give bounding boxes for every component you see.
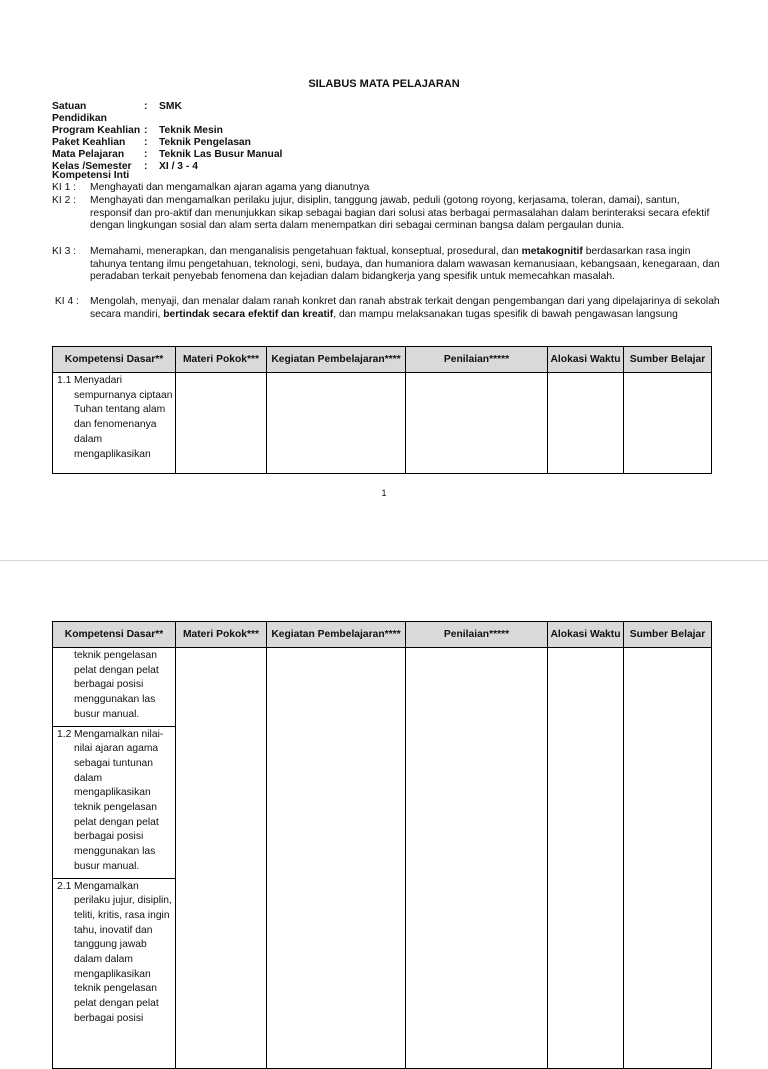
kd-text: Mengamalkan nilai-nilai ajaran agama sebagai tuntunan dalam mengaplikasikan teknik pengelasan pelat dengan pelat berbagai posisi menggunakan las busur manual.: [74, 728, 164, 872]
kegiatan-cell: [267, 373, 406, 474]
ki-text: Mengolah, menyaji, dan menalar dalam ranah konkret dan ranah abstrak terkait dengan pengembangan dari yang dipelajarinya di sekolah secara mandiri,: [90, 296, 720, 320]
kegiatan-cell: [267, 648, 406, 1069]
ki-text: berdasarkan rasa ingin tahunya tentang ilmu pengetahuan, teknologi, seni, budaya, dan humaniora dalam wawasan kemanusiaan, kebangsaan, kenegaraan, dan peradaban terkait penyebab fenomena dan kejadian dalam bidangkerja yang spesifik untuk memecahkan masalah.: [90, 246, 720, 283]
ki-text: Menghayati dan mengamalkan perilaku jujur, disiplin, tanggung jawab, peduli (gotong royong, kerjasama, toleran, damai), santun, responsif dan pro-aktif dan menunjukkan sikap sebagai bagian dari solusi atas berbagai permasalahan dalam berinteraksi secara efektif dengan lingkungan sosial dan alam serta dalam menempatkan diri sebagai cerminan bangsa dalam pergaulan dunia.: [90, 195, 710, 232]
meta-value: Teknik Mesin: [159, 125, 223, 136]
ki-text: , dan mampu melaksanakan tugas spesifik di bawah pengawasan langsung: [333, 308, 678, 320]
meta-value: Teknik Las Busur Manual: [159, 149, 283, 160]
meta-row-paket: Paket Keahlian : Teknik Pengelasan: [52, 137, 251, 148]
meta-label: Kelas /Semester: [52, 161, 132, 172]
kd-entry: [53, 648, 175, 726]
document-title: SILABUS MATA PELAJARAN: [308, 78, 460, 90]
table-row: [53, 648, 712, 1069]
ki-heading: Kompetensi Inti: [52, 170, 130, 181]
meta-row-mapel: Mata Pelajaran : Teknik Las Busur Manual: [52, 149, 283, 160]
ki-1: [52, 182, 724, 195]
header-kompetensi-dasar: Kompetensi Dasar**: [53, 622, 176, 648]
ki-label: KI 2 :: [52, 195, 77, 206]
ki-text: Memahami, menerapkan, dan menganalisis pengetahuan faktual, konseptual, prosedural, dan: [90, 246, 522, 257]
kd-cell: [53, 373, 176, 474]
alokasi-cell: [548, 373, 624, 474]
header-kegiatan-pembelajaran: Kegiatan Pembelajaran****: [267, 622, 406, 648]
ki-bold-text: metakognitif: [521, 246, 583, 257]
materi-cell: [176, 648, 267, 1069]
meta-row-kelas: Kelas /Semester : XI / 3 - 4: [52, 161, 198, 172]
kd-number: 1.1: [57, 375, 72, 386]
header-materi-pokok: Materi Pokok***: [176, 622, 267, 648]
page-number: 1: [381, 488, 387, 498]
materi-cell: [176, 373, 267, 474]
header-alokasi-waktu: Alokasi Waktu: [548, 622, 624, 648]
header-kompetensi-dasar: Kompetensi Dasar**: [53, 347, 176, 373]
header-sumber-belajar: Sumber Belajar: [624, 347, 712, 373]
meta-value: SMK: [159, 101, 182, 112]
ki-3: [52, 246, 724, 284]
table-header-row: [53, 347, 712, 373]
syllabus-table: [52, 346, 712, 474]
kd-number: [57, 649, 74, 723]
sumber-cell: [624, 648, 712, 1069]
header-kegiatan-pembelajaran: Kegiatan Pembelajaran****: [267, 347, 406, 373]
ki-text: Menghayati dan mengamalkan ajaran agama yang dianutnya: [90, 182, 370, 193]
kd-text: Mengamalkan perilaku jujur, disiplin, teliti, kritis, rasa ingin tahu, inovatif dan tanggung jawab dalam dalam mengaplikasikan teknik pengelasan pelat dengan pelat berbagai posisi: [74, 880, 172, 1024]
kd-entry: [53, 726, 175, 878]
ki-2: [52, 195, 724, 233]
alokasi-cell: [548, 648, 624, 1069]
kd-text: teknik pengelasan pelat dengan pelat berbagai posisi menggunakan las busur manual.: [74, 650, 159, 720]
meta-row-satuan: Satuan Pendidikan : SMK: [52, 101, 182, 124]
header-alokasi-waktu: Alokasi Waktu: [548, 347, 624, 373]
meta-row-program: Program Keahlian : Teknik Mesin: [52, 125, 223, 136]
header-sumber-belajar: Sumber Belajar: [624, 622, 712, 648]
identity-block: [52, 101, 282, 173]
meta-value: Teknik Pengelasan: [159, 137, 251, 148]
meta-label: Paket Keahlian: [52, 137, 126, 148]
syllabus-page-2: [0, 560, 768, 1025]
kd-text: Menyadari sempurnanya ciptaan Tuhan tentang alam dan fenomenanya dalam mengaplikasikan: [74, 375, 173, 460]
ki-4: [52, 296, 724, 321]
sumber-cell: [624, 373, 712, 474]
kd-cell: [53, 648, 176, 1069]
header-materi-pokok: Materi Pokok***: [176, 347, 267, 373]
header-penilaian: Penilaian*****: [406, 622, 548, 648]
meta-label: Mata Pelajaran: [52, 149, 125, 160]
ki-label: KI 3 :: [52, 246, 77, 257]
table-header-row: [53, 622, 712, 648]
meta-label: Program Keahlian: [52, 125, 141, 136]
ki-bold-text: bertindak secara efektif dan kreatif: [163, 308, 334, 320]
meta-label: Satuan Pendidikan: [52, 101, 107, 124]
penilaian-cell: [406, 648, 548, 1069]
kd-number: 2.1: [57, 880, 72, 892]
header-penilaian: Penilaian*****: [406, 347, 548, 373]
kd-entry: [53, 878, 175, 1030]
syllabus-table-continued: [52, 621, 712, 1069]
penilaian-cell: [406, 373, 548, 474]
ki-label: KI 1 :: [52, 182, 77, 193]
table-row: [53, 373, 712, 474]
kd-number: 1.2: [57, 728, 72, 740]
meta-value: XI / 3 - 4: [159, 161, 198, 172]
ki-label: KI 4 :: [52, 296, 79, 307]
kd-entry: [53, 373, 175, 465]
